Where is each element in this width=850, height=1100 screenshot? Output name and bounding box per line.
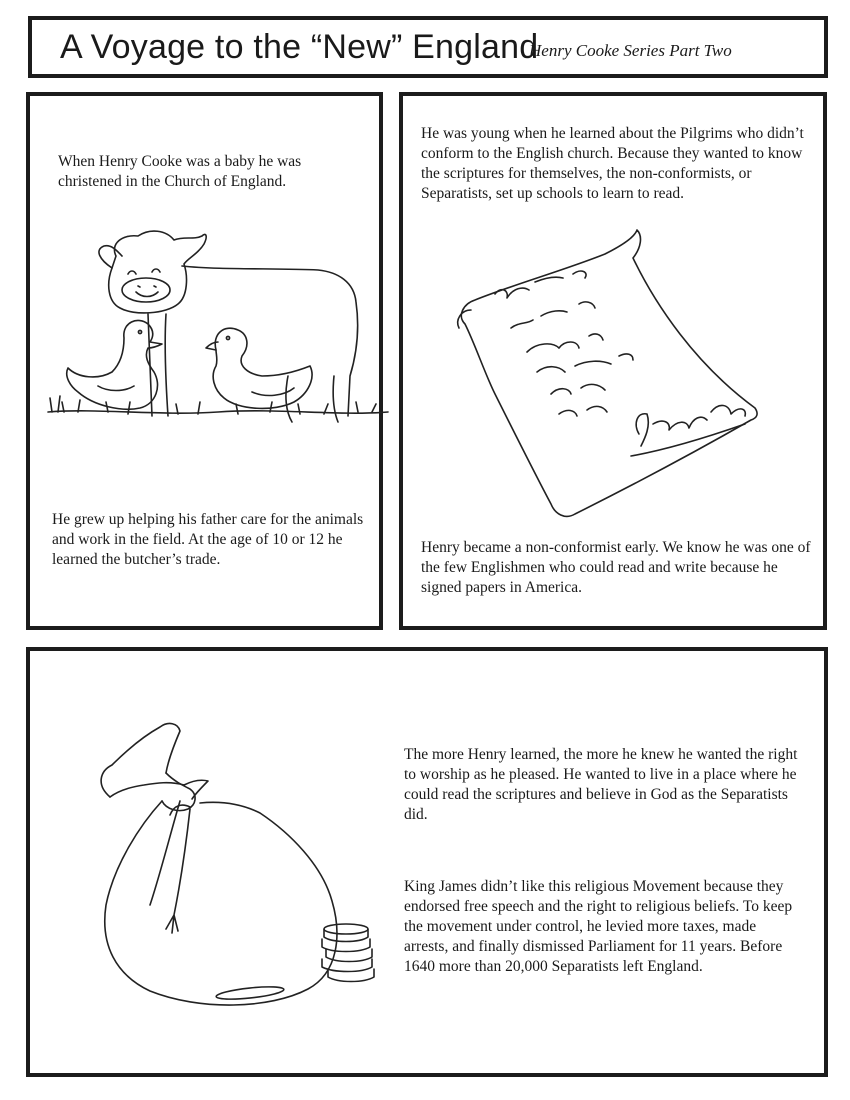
worship-text: The more Henry learned, the more he knew he wanted the right to worship as he pleased. He wanted to live in a place where he could read the scriptures and believe in God as the Separatists did. <box>404 746 798 823</box>
nonconformist-text: Henry became a non-conformist early. We know he was one of the few Englishmen who could read and write because he signed papers in America. <box>421 539 811 596</box>
signed-scroll-illustration <box>455 224 775 524</box>
cow-and-ducks-illustration <box>38 226 388 466</box>
panel-childhood <box>26 92 383 630</box>
pilgrims-text: He was young when he learned about the Pilgrims who didn’t conform to the English church. Because they wanted to know the scriptures for themselves, the non-conformists, or Separatists, set up schools to learn to read. <box>421 125 804 202</box>
butcher-text: He grew up helping his father care for the animals and work in the field. At the age of 10 or 12 he learned the butcher’s trade. <box>52 511 364 568</box>
page-subtitle: Henry Cooke Series Part Two <box>529 41 732 60</box>
title-banner <box>28 16 828 78</box>
panel-pilgrims <box>399 92 827 630</box>
baptism-text: When Henry Cooke was a baby he was christened in the Church of England. <box>58 153 302 190</box>
panel-king-james <box>26 647 828 1077</box>
king-james-text: King James didn’t like this religious Movement because they endorsed free speech and the right to religious beliefs. To keep the movement under control, he levied more taxes, made arrests, and finally dismissed Parliament for 11 years. Before 1640 more than 20,000 Separatists left England. <box>404 878 793 975</box>
page-title: A Voyage to the “New” England <box>60 28 539 66</box>
money-bag-illustration <box>70 715 390 1015</box>
